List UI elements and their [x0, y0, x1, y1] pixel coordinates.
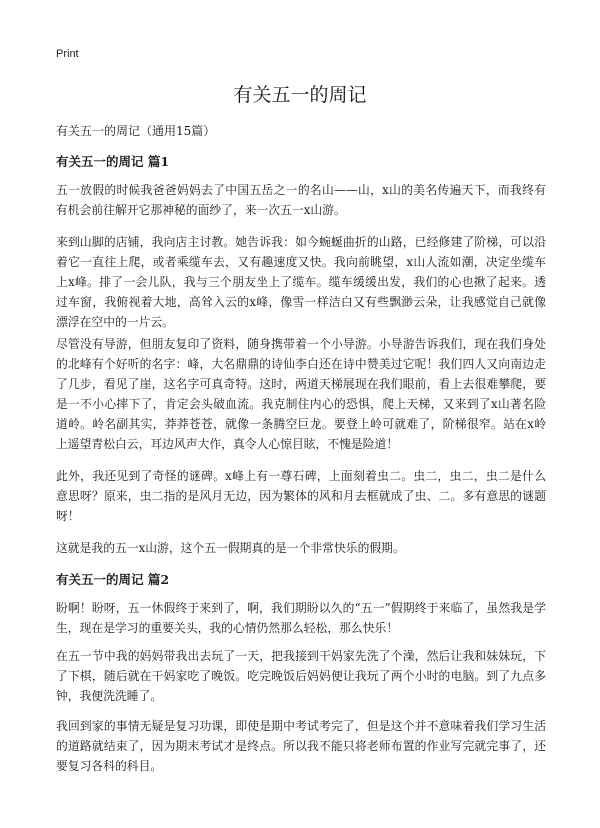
paragraph: 这就是我的五一x山游，这个五一假期真的是一个非常快乐的假期。: [56, 541, 405, 555]
document-subtitle: 有关五一的周记（通用15篇）: [56, 124, 216, 138]
paragraph: 五一放假的时候我爸爸妈妈去了中国五岳之一的名山——山，x山的美名传遍天下，而我终有有机会前往解开它那神秘的面纱了，来一次五一x山游。: [56, 183, 546, 217]
paragraph: 我回到家的事情无疑是复习功课，即使是期中考试考完了，但是这个并不意味着我们学习生活的道路就结束了，因为期末考试才是终点。所以我不能只将老师布置的作业写完就完事了，还要复习各科的科目。: [56, 719, 546, 773]
section-heading-1: 有关五一的周记 篇1: [56, 154, 170, 169]
paragraph: 此外，我还见到了奇怪的谜碑。x峰上有一尊石碑，上面刻着虫二。虫二，虫二，虫二是什么意思呀？原来，虫二指的是风月无边，因为繁体的风和月去框就成了虫、二。多有意思的谜题呀！: [56, 469, 546, 523]
paragraph: 在五一节中我的妈妈带我出去玩了一天，把我接到干妈家先洗了个澡，然后让我和妹妹玩，下了下棋，随后就在干妈家吃了晚饭。吃完晚饭后妈妈便让我玩了两个小时的电脑。到了九点多钟，我便洗洗睡了。: [56, 649, 546, 703]
print-label: Print: [56, 48, 79, 60]
paragraph: 尽管没有导游，但朋友复印了资料，随身携带着一个小导游。小导游告诉我们，现在我们身处的北峰有个好听的名字：峰，大名鼎鼎的诗仙李白还在诗中赞美过它呢！我们四人又向南边走了几步，看见了崖，这名字可真奇特。这时，两道天梯展现在我们眼前，看上去很难攀爬，要是一不小心摔下了，肯定会头破血流。我克制住内心的恐惧，爬上天梯，又来到了x山著名险道岭。岭名副其实，莽莽苍苍，就像一条腾空巨龙。要登上岭可就难了，阶梯很窄。站在x岭上遥望青松白云，耳边风声大作，真令人心惊目眩，不愧是险道！: [56, 337, 546, 451]
paragraph: 盼啊！盼呀，五一休假终于来到了，啊，我们期盼以久的“五一”假期终于来临了，虽然我是学生，现在是学习的重要关头，我的心情仍然那么轻松，那么快乐！: [56, 601, 546, 635]
section-heading-2: 有关五一的周记 篇2: [56, 572, 170, 587]
document-title: 有关五一的周记: [233, 84, 367, 106]
paragraph: 来到山脚的店铺，我向店主讨教。她告诉我：如今蜿蜒曲折的山路，已经修建了阶梯，可以沿着它一直往上爬，或者乘缆车去，又有趣速度又快。我向前眺望，x山人流如潮，决定坐缆车上x峰。排了一会儿队，我与三个朋友坐上了缆车。缆车缓缓出发，我们的心也揪了起来。透过车窗，我俯视着大地，高耸入云的x峰，像雪一样洁白又有些飘渺云朵，让我感觉自己就像漂浮在空中的一片云。: [56, 235, 546, 329]
